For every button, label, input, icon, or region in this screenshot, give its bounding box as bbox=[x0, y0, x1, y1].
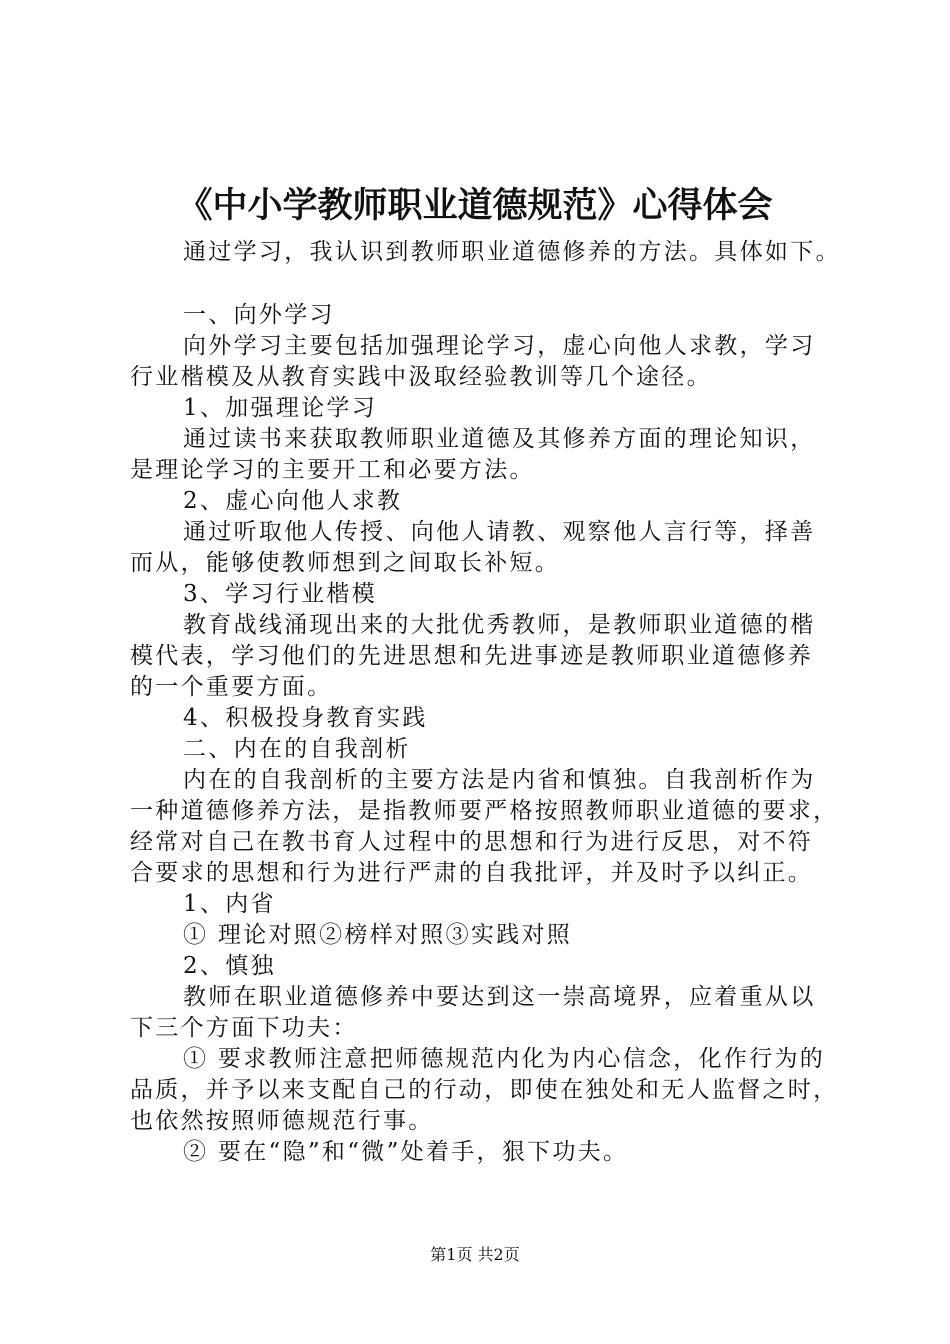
paragraph-line: ② 要在“隐”和“微”处着手，狠下功夫。 bbox=[183, 1139, 629, 1165]
paragraph-line: 通过学习，我认识到教师职业道德修养的方法。具体如下。 bbox=[183, 239, 841, 265]
paragraph-line: 模代表，学习他们的先进思想和先进事迹是教师职业道德修养 bbox=[130, 643, 814, 669]
paragraph-line: 下三个方面下功夫： bbox=[130, 1015, 358, 1041]
paragraph-line: 教育战线涌现出来的大批优秀教师，是教师职业道德的楷 bbox=[183, 612, 816, 638]
paragraph-line: 经常对自己在教书育人过程中的思想和行为进行反思，对不符 bbox=[130, 829, 814, 855]
paragraph-line: 内在的自我剖析的主要方法是内省和慎独。自我剖析作为 bbox=[183, 767, 816, 793]
section-heading: 一、向外学习 bbox=[183, 302, 335, 328]
paragraph-line: 合要求的思想和行为进行严肃的自我批评，并及时予以纠正。 bbox=[130, 860, 814, 886]
paragraph-line: 行业楷模及从教育实践中汲取经验教训等几个途径。 bbox=[130, 364, 712, 390]
page-footer: 第1页 共2页 bbox=[430, 1245, 520, 1264]
paragraph-line: 品质，并予以来支配自己的行动，即使在独处和无人监督之时， bbox=[130, 1077, 839, 1103]
paragraph-gap bbox=[130, 268, 846, 300]
paragraph-line: 的一个重要方面。 bbox=[130, 674, 333, 700]
document-title: 《中小学教师职业道德规范》心得体会 bbox=[177, 185, 773, 226]
paragraph-line: 一种道德修养方法，是指教师要严格按照教师职业道德的要求， bbox=[130, 798, 839, 824]
paragraph-line: 而从，能够使教师想到之间取长补短。 bbox=[130, 550, 561, 576]
paragraph-line: 是理论学习的主要开工和必要方法。 bbox=[130, 457, 535, 483]
subsection-heading: 1、内省 bbox=[183, 891, 276, 917]
paragraph-line: 通过听取他人传授、向他人请教、观察他人言行等，择善 bbox=[183, 519, 816, 545]
paragraph-line: 教师在职业道德修养中要达到这一崇高境界，应着重从以 bbox=[183, 984, 816, 1010]
subsection-heading: 1、加强理论学习 bbox=[183, 395, 378, 421]
paragraph-line: 通过读书来获取教师职业道德及其修养方面的理论知识， bbox=[183, 426, 816, 452]
paragraph-line: ① 理论对照②榜样对照③实践对照 bbox=[183, 922, 573, 948]
document-body bbox=[130, 237, 846, 1168]
subsection-heading: 4、积极投身教育实践 bbox=[183, 705, 428, 731]
paragraph-line: ① 要求教师注意把师德规范内化为内心信念，化作行为的 bbox=[183, 1046, 826, 1072]
section-heading: 二、内在的自我剖析 bbox=[183, 736, 411, 762]
subsection-heading: 2、慎独 bbox=[183, 953, 276, 979]
subsection-heading: 2、虚心向他人求教 bbox=[183, 488, 403, 514]
paragraph-line: 也依然按照师德规范行事。 bbox=[130, 1108, 434, 1134]
subsection-heading: 3、学习行业楷模 bbox=[183, 581, 378, 607]
paragraph-line: 向外学习主要包括加强理论学习，虚心向他人求教，学习 bbox=[183, 333, 816, 359]
